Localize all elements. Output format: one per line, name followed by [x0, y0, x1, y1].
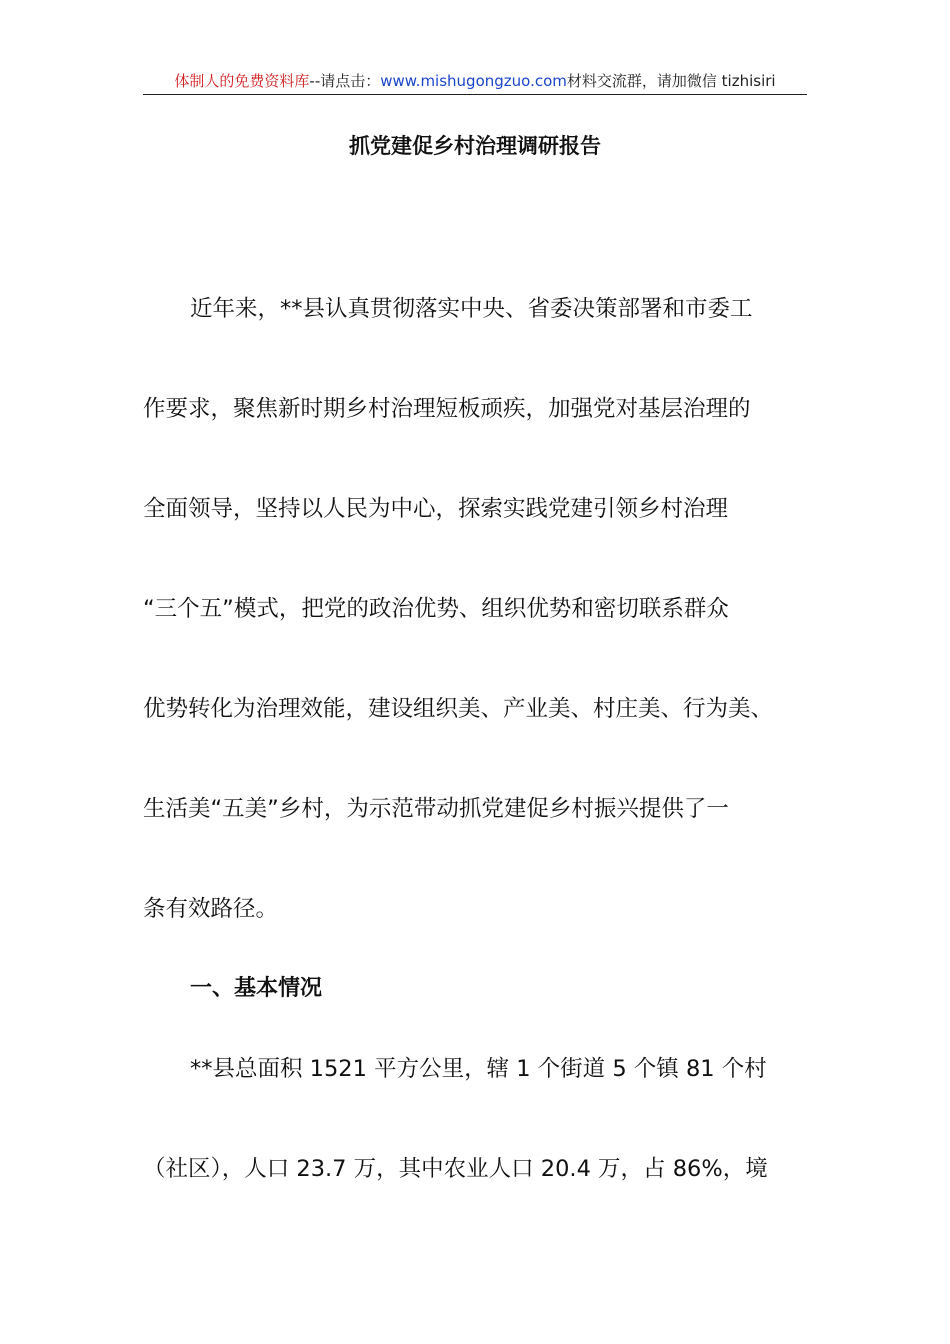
- header-link[interactable]: www.mishugongzuo.com: [380, 72, 567, 90]
- paragraph-line: 条有效路径。: [143, 896, 279, 922]
- header-tail: 材料交流群，请加微信 tizhisiri: [566, 72, 776, 90]
- paragraph-line: 生活美“五美”乡村，为示范带动抓党建促乡村振兴提供了一: [143, 796, 729, 822]
- document-title: 抓党建促乡村治理调研报告: [349, 134, 601, 158]
- paragraph-line: 优势转化为治理效能，建设组织美、产业美、村庄美、行为美、: [143, 696, 774, 722]
- paragraph-line: 作要求，聚焦新时期乡村治理短板顽疾，加强党对基层治理的: [143, 396, 751, 422]
- header-prompt: --请点击：: [309, 72, 381, 90]
- section-heading: 一、基本情况: [190, 976, 323, 1001]
- paragraph-line: **县总面积 1521 平方公里，辖 1 个街道 5 个镇 81 个村: [190, 1056, 767, 1082]
- paragraph-line: （社区），人口 23.7 万，其中农业人口 20.4 万，占 86%，境: [143, 1156, 768, 1182]
- paragraph-line: “三个五”模式，把党的政治优势、组织优势和密切联系群众: [143, 596, 729, 622]
- page-header: [143, 70, 807, 95]
- header-brand: 体制人的免费资料库: [174, 72, 310, 90]
- paragraph-line: 近年来，**县认真贯彻落实中央、省委决策部署和市委工: [190, 296, 753, 322]
- paragraph-line: 全面领导，坚持以人民为中心，探索实践党建引领乡村治理: [143, 496, 729, 522]
